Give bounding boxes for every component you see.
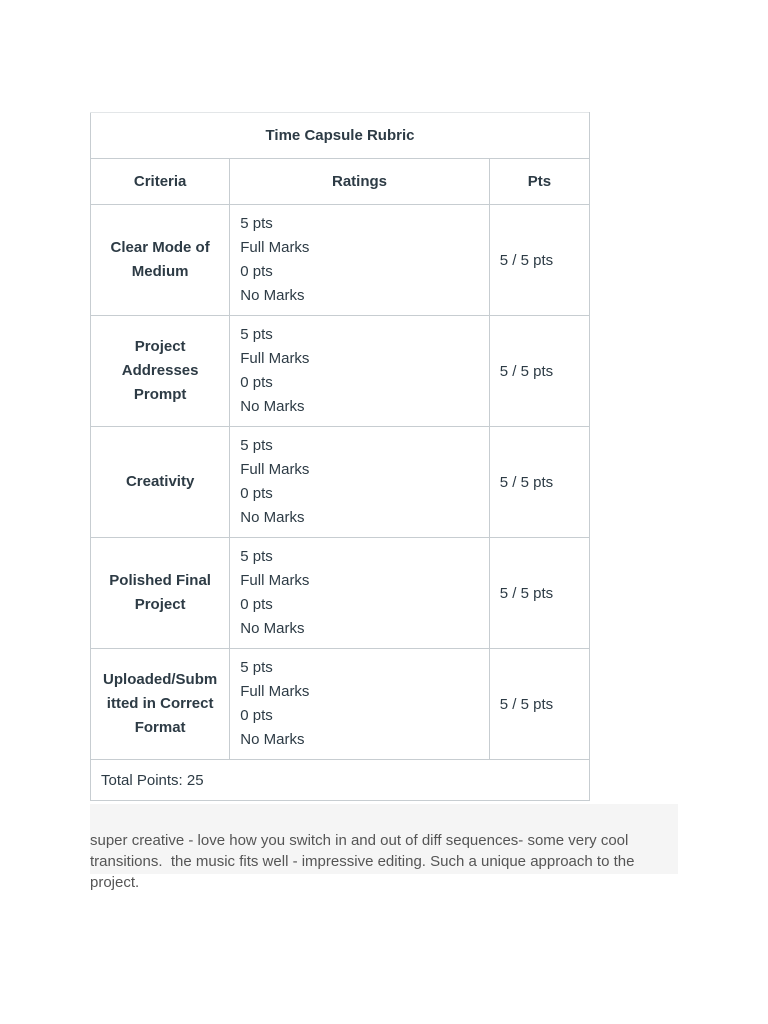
rubric-table: [90, 112, 590, 801]
rating-points: 0 pts: [240, 596, 273, 613]
rubric-header-row: [91, 159, 590, 205]
rating-points: 0 pts: [240, 485, 273, 502]
rating-label: No Marks: [240, 620, 305, 637]
feedback-comment: super creative - love how you switch in and out of diff sequences- some very cool transitions. the music fits well - impressive editing. Such a unique approach to the project.: [90, 804, 678, 874]
ratings-cell: [230, 538, 490, 649]
table-row: [91, 538, 590, 649]
table-row: [91, 205, 590, 316]
rating-points: 0 pts: [240, 263, 273, 280]
criterion-cell: Creativity: [91, 427, 230, 538]
rubric-caption-row: [91, 113, 590, 159]
rating-label: Full Marks: [240, 461, 310, 478]
rating-label: No Marks: [240, 398, 305, 415]
ratings-cell: [230, 427, 490, 538]
rating-label: No Marks: [240, 731, 305, 748]
criterion-cell: Polished Final Project: [91, 538, 230, 649]
criterion-cell: Uploaded/Submitted in Correct Format: [91, 649, 230, 760]
rating-points: 5 pts: [240, 659, 273, 676]
pts-cell: 5 / 5 pts: [489, 316, 589, 427]
rubric-title: Time Capsule Rubric: [91, 113, 590, 159]
criterion-cell: Project Addresses Prompt: [91, 316, 230, 427]
rating-label: Full Marks: [240, 683, 310, 700]
total-points: Total Points: 25: [91, 760, 590, 801]
rating-label: Full Marks: [240, 239, 310, 256]
criterion-cell: Clear Mode of Medium: [91, 205, 230, 316]
ratings-cell: [230, 316, 490, 427]
rating-points: 0 pts: [240, 374, 273, 391]
pts-cell: 5 / 5 pts: [489, 427, 589, 538]
total-row: [91, 760, 590, 801]
rating-label: No Marks: [240, 287, 305, 304]
rating-label: Full Marks: [240, 572, 310, 589]
pts-cell: 5 / 5 pts: [489, 538, 589, 649]
table-row: [91, 316, 590, 427]
rating-label: No Marks: [240, 509, 305, 526]
pts-header: Pts: [489, 159, 589, 205]
rating-points: 5 pts: [240, 548, 273, 565]
rating-label: Full Marks: [240, 350, 310, 367]
rating-points: 5 pts: [240, 215, 273, 232]
rating-points: 5 pts: [240, 326, 273, 343]
table-row: [91, 649, 590, 760]
pts-cell: 5 / 5 pts: [489, 205, 589, 316]
pts-cell: 5 / 5 pts: [489, 649, 589, 760]
ratings-header: Ratings: [230, 159, 490, 205]
ratings-cell: [230, 649, 490, 760]
rating-points: 0 pts: [240, 707, 273, 724]
ratings-cell: [230, 205, 490, 316]
table-row: [91, 427, 590, 538]
criteria-header: Criteria: [91, 159, 230, 205]
rating-points: 5 pts: [240, 437, 273, 454]
